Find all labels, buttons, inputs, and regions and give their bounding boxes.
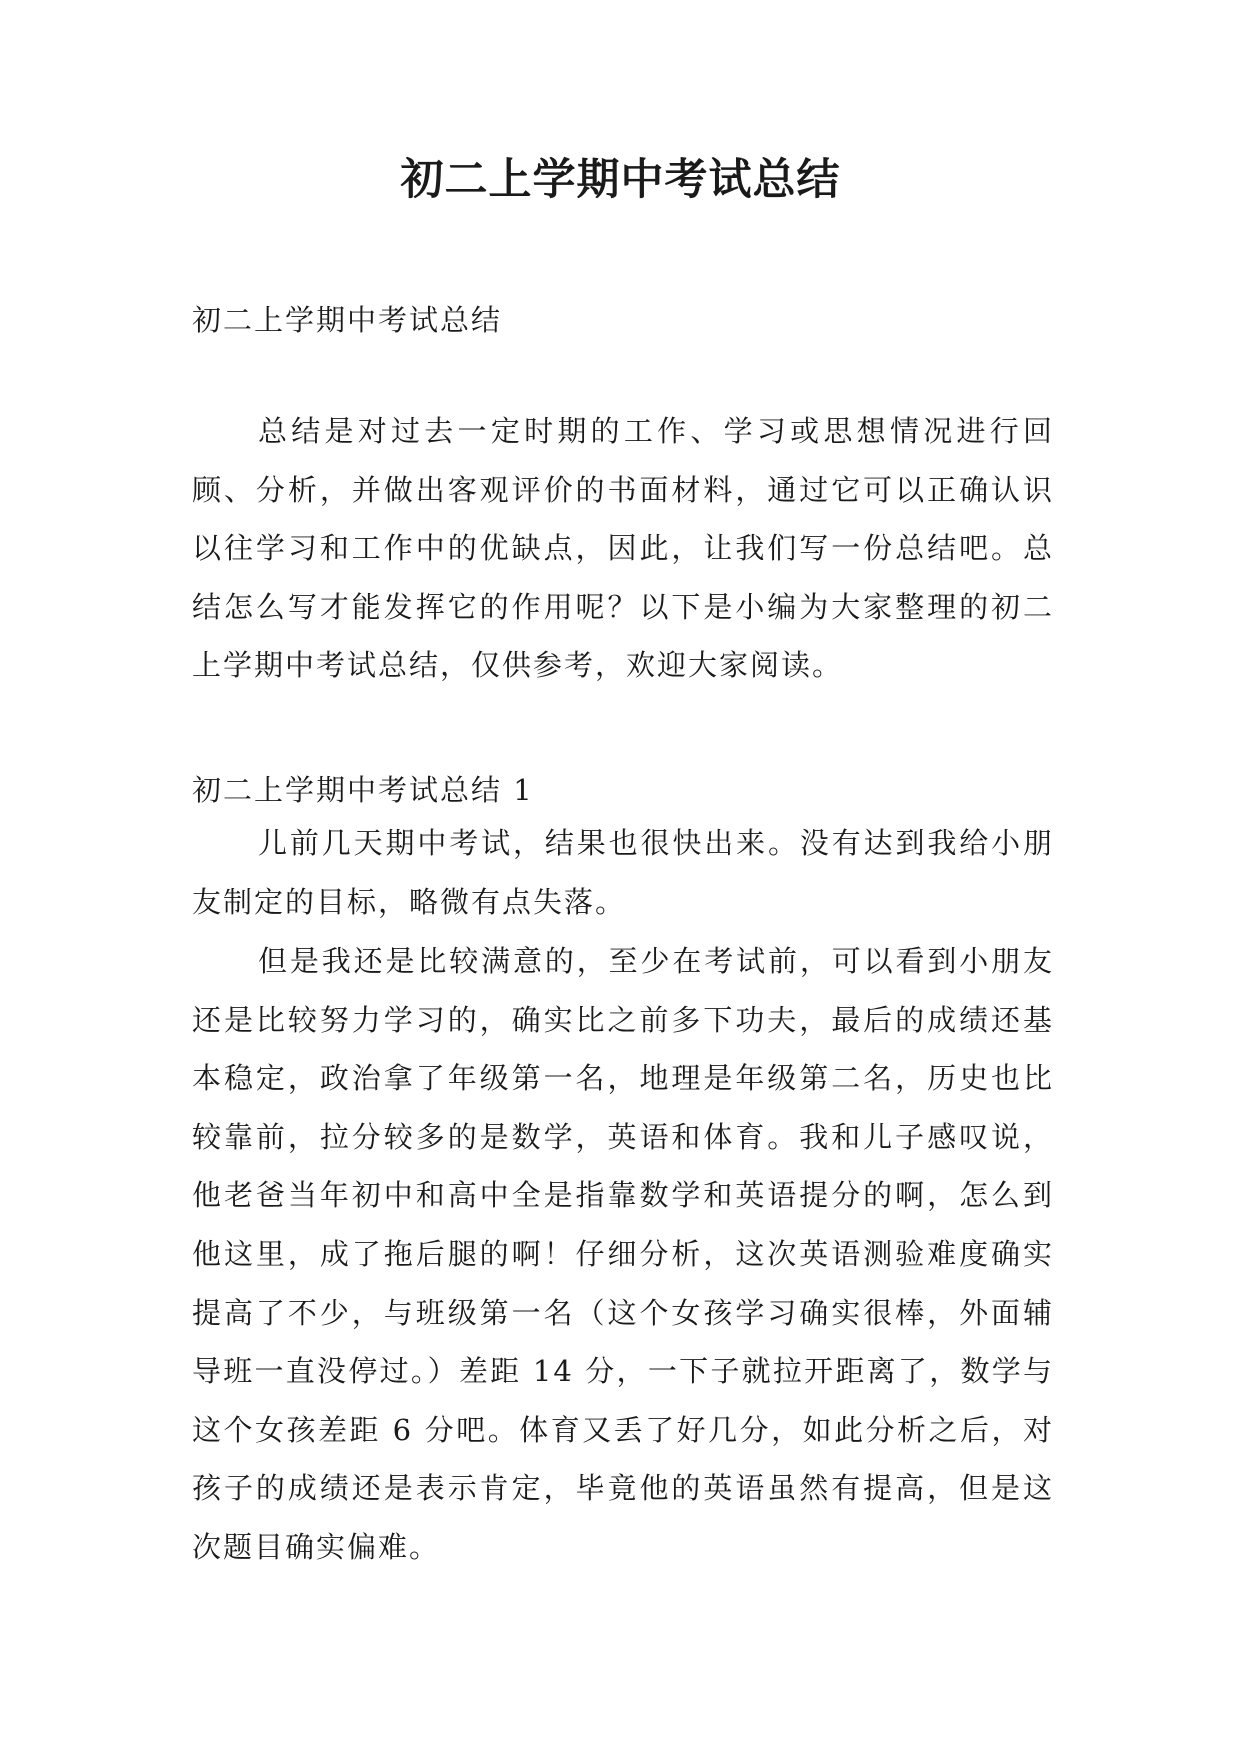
section-paragraph-1: 儿前几天期中考试，结果也很快出来。没有达到我给小朋友制定的目标，略微有点失落。 [192, 826, 1054, 919]
document-title: 初二上学期中考试总结 [400, 155, 841, 205]
section-heading: 初二上学期中考试总结 1 [192, 773, 534, 807]
intro-paragraph: 总结是对过去一定时期的工作、学习或思想情况进行回顾、分析，并做出客观评价的书面材料，通过它可以正确认识以往学习和工作中的优缺点，因此，让我们写一份总结吧。总结怎么写才能发挥它的作用呢？以下是小编为大家整理的初二上学期中考试总结，仅供参考，欢迎大家阅读。 [192, 414, 1054, 683]
section-paragraph-2: 但是我还是比较满意的，至少在考试前，可以看到小朋友还是比较努力学习的，确实比之前多下功夫，最后的成绩还基本稳定，政治拿了年级第一名，地理是年级第二名，历史也比较靠前，拉分较多的是数学，英语和体育。我和儿子感叹说，他老爸当年初中和高中全是指靠数学和英语提分的啊，怎么到他这里，成了拖后腿的啊！仔细分析，这次英语测验难度确实提高了不少，与班级第一名（这个女孩学习确实很棒，外面辅导班一直没停过。）差距 14 分，一下子就拉开距离了，数学与这个女孩差距 6 分吧。体育又丢了好几分，如此分析之后，对孩子的成绩还是表示肯定，毕竟他的英语虽然有提高，但是这次题目确实偏难。 [192, 944, 1054, 1564]
document-subtitle: 初二上学期中考试总结 [192, 303, 503, 337]
